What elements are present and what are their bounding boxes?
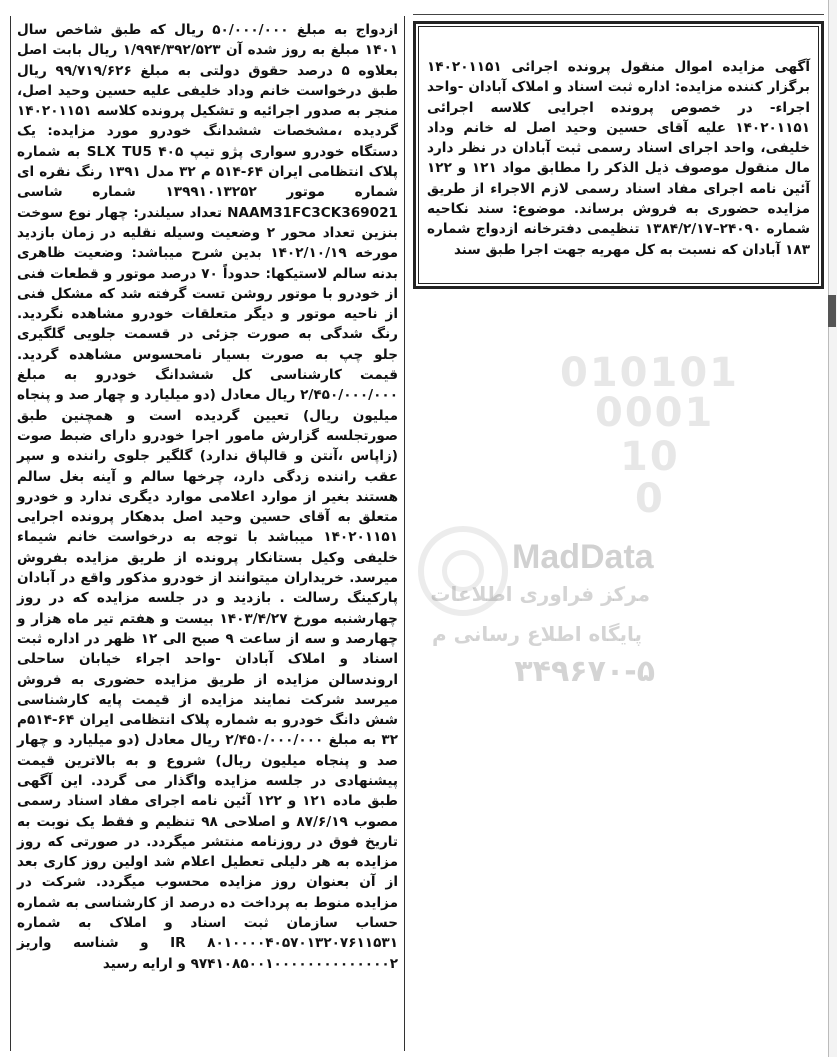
top-rule-divider xyxy=(413,14,824,15)
watermark-phone: ۳۴۹۶۷۰-۵ xyxy=(514,654,655,689)
watermark xyxy=(410,350,825,710)
notice-header-box-inner xyxy=(418,26,819,284)
watermark-line-2: پایگاه اطلاع رسانی م xyxy=(432,622,642,646)
watermark-logo-icon xyxy=(418,526,508,616)
notice-header-text: آگهی مزایده اموال منقول پرونده اجرائی ۱۴۰۲۰۱۱۵۱ برگزار کننده مزایده: اداره ثبت اسناد و املاک آبادان -واحد اجراء- در خصوص پرونده اجرایی کلاسه اجرائی ۱۴۰۲۰۱۱۵۱ علیه آقای حسین وحید اصل له خانم وداد خلیفی، واحد اجرای اسناد رسمی ثبت آبادان در نظر دارد مال منقول موصوف ذیل الذکر را مطابق مواد ۱۲۱ و ۱۲۲ آئین نامه اجرای مفاد اسناد رسمی لازم الاجراء از طریق مزایده حضوری به فروش برساند. موضوع: سند نکاحیه شماره ۲۴۰۹۰–۱۳۸۴/۲/۱۷ تنظیمی دفترخانه ازدواج شماره ۱۸۳ آبادان که نسبت به کل مهریه جهت اجرا طبق سند xyxy=(427,59,810,258)
right-margin-strip xyxy=(828,0,837,1057)
watermark-brand: MadData xyxy=(512,538,654,576)
watermark-digits-3: 10 xyxy=(620,434,680,480)
notice-header-box xyxy=(413,21,824,289)
main-text-column xyxy=(10,16,405,1051)
watermark-line-1: مرکز فراوری اطلاعات xyxy=(430,582,650,606)
watermark-digits-4: 0 xyxy=(635,476,665,522)
watermark-digits-1: 010101 xyxy=(560,350,739,396)
right-margin-mark xyxy=(828,295,836,327)
main-body-text: ازدواج به مبلغ ۵۰/۰۰۰/۰۰۰ ریال که طبق شاخص سال ۱۴۰۱ مبلغ به روز شده آن ۱/۹۹۴/۳۹۲/۵۲۳ ریال بابت اصل بعلاوه ۵ درصد حقوق دولتی به مبلغ ۹۹/۷۱۹/۶۲۶ ریال طبق درخواست خانم وداد خلیفی علیه حسین وحید اصل، منجر به صدور اجرائیه و تشکیل پرونده کلاسه ۱۴۰۲۰۱۱۵۱ گردیده ،مشخصات ششدانگ خودرو مورد مزایده: یک دستگاه خودرو سواری پژو تیپ SLX TU5 ۴۰۵ به شماره پلاک انتظامی ایران ۶۴-۵۱۴ م ۳۲ مدل ۱۳۹۱ رنگ نقره ای شماره موتور ۱۳۹۹۱۰۱۳۲۵۲ شماره شاسی NAAM31FC3CK369021 تعداد سیلندر: چهار نوع سوخت بنزین تعداد محور ۲ وضعیت وسیله نقلیه در زمان بازدید مورخه ۱۴۰۲/۱۰/۱۹ بدین شرح میباشد: وضعیت ظاهری بدنه سالم لاستیکها: حدوداً ۷۰ درصد موتور و قطعات فنی از خودرو با موتور روشن تست گرفته شد که مشکل فنی از ناحیه موتور و دیگر متعلقات خودرو مشاهده نگردید. رنگ شدگی به صورت جزئی در قسمت جلویی گلگیری جلو چپ به صورت بسیار نامحسوس مشاهده گردید. قیمت کارشناسی کل ششدانگ خودرو به مبلغ ۲/۴۵۰/۰۰۰/۰۰۰ ریال معادل (دو میلیارد و چهار صد و پنجاه میلیون ریال) تعیین گردیده است و همچنین طبق صورتجلسه گزارش مامور اجرا خودرو دارای ضبط صوت (زاپاس ،آنتن و قالپاق ندارد) گلگیر جلوی راننده و سپر عقب راننده زدگی دارد، چرخها سالم و آینه بغل سالم هستند بغیر از موارد اعلامی موارد دیگری ندارد و خودرو متعلق به آقای حسین وحید اصل بدهکار پرونده اجرایی ۱۴۰۲۰۱۱۵۱ میباشد با توجه به درخواست خانم شیماء خلیفی وکیل بستانکار پرونده از طریق مزایده بفروش میرسد. خریداران میتوانند از خودرو مذکور واقع در آبادان پارکینگ رسالت . بازدید و در جلسه مزایده که در روز چهارشنبه مورخ ۱۴۰۳/۴/۲۷ بیست و هفتم تیر ماه هزار و چهارصد و سه از ساعت ۹ صبح الی ۱۲ ظهر در اداره ثبت اسناد و املاک آبادان -واحد اجراء خیابان ساحلی اروندسالن مزایده از طریق مزایده حضوری به فروش میرسد شرکت نمایند مزایده از قیمت پایه کارشناسی شش دانگ خودرو به شماره پلاک انتظامی ایران ۶۴-۵۱۴م ۳۲ به مبلغ ۲/۴۵۰/۰۰۰/۰۰۰ ریال معادل (دو میلیارد و چهار صد و پنجاه میلیون ریال) شروع و به بالاترین قیمت پیشنهادی در جلسه مزایده واگذار می گردد. این آگهی طبق ماده ۱۲۱ و ۱۲۲ آئین نامه اجرای مفاد اسناد رسمی مصوب ۸۷/۶/۱۹ و اصلاحی ۹۸ تنظیم و فقط یک نوبت به تاریخ فوق در روزنامه منتشر میگردد. در صورتی که روز مزایده به هر دلیلی تعطیل اعلام شد اولین روز کاری بعد از آن بعنوان روز مزایده محسوب میگردد. شرکت در مزایده منوط به پرداخت ده درصد از کارشناسی به شماره حساب سازمان ثبت اسناد و املاک به شماره ۸۰۱۰۰۰۰۴۰۵۷۰۱۳۲۰۷۶۱۱۵۳۱ IR و شناسه واریز ۹۷۴۱۰۸۵۰۰۱۰۰۰۰۰۰۰۰۰۰۰۰۰۰۲ و ارایه رسید xyxy=(17,22,399,972)
watermark-digits-2: 0001 xyxy=(595,390,715,436)
